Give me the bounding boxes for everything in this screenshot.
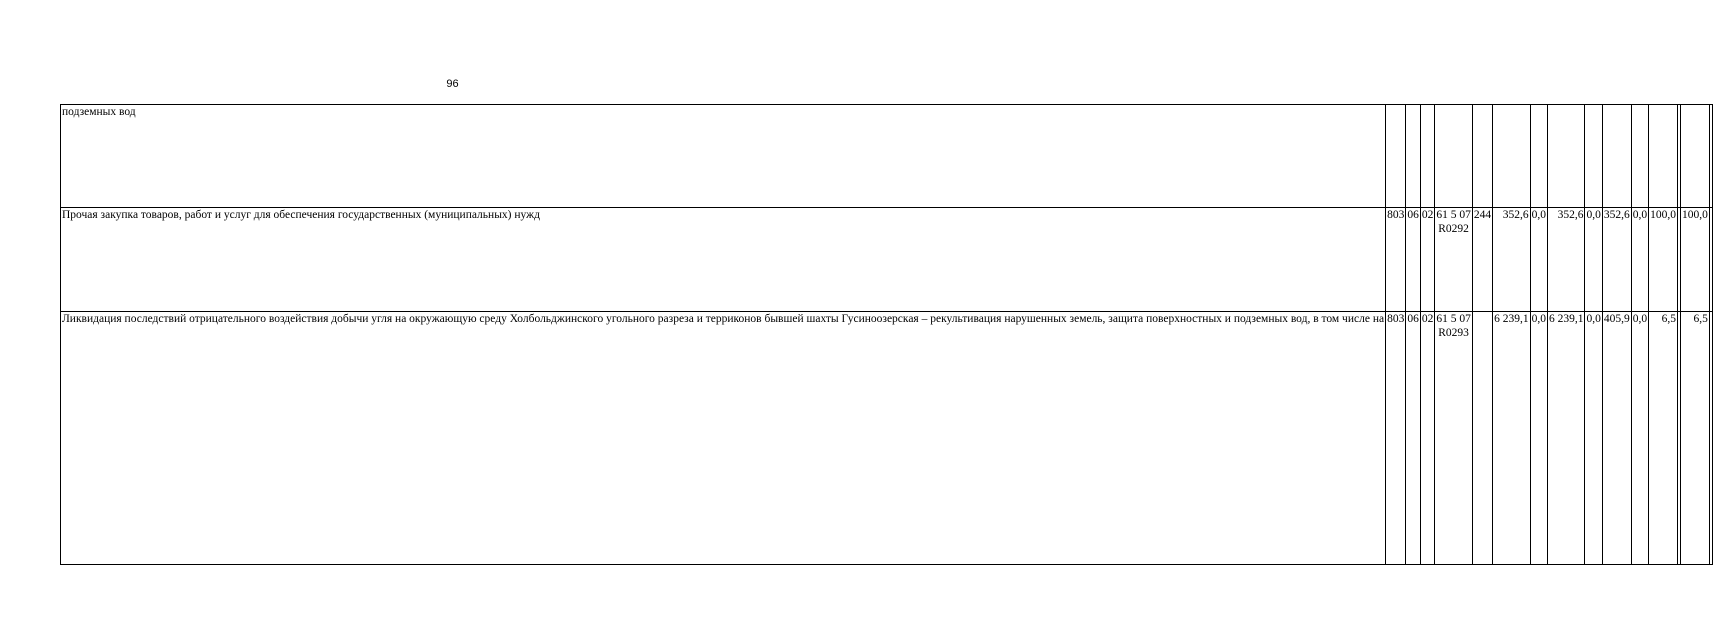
percent-3: 100,0	[1680, 208, 1709, 312]
section-code: 06	[1406, 208, 1421, 312]
page-number: 96	[446, 78, 459, 90]
value-5: 405,9	[1602, 312, 1631, 565]
subsection-code: 02	[1420, 312, 1435, 565]
percent-1: 6,5	[1649, 312, 1678, 565]
item-name: подземных вод	[61, 105, 1386, 208]
ministry-code: 803	[1386, 312, 1406, 565]
target-code	[1435, 105, 1473, 208]
item-name: Ликвидация последствий отрицательного воздействия добычи угля на окружающую среду Холбольджинского угольного разреза и терриконов бывшей шахты Гусиноозерская – рекультивация нарушенных земель, защита поверхностных и подземных вод, в том числе на	[61, 312, 1386, 565]
percent-4	[1709, 312, 1712, 565]
value-4: 0,0	[1585, 312, 1602, 565]
target-code-line1: 61 5 07	[1436, 313, 1471, 325]
value-6: 0,0	[1631, 312, 1648, 565]
subsection-code	[1420, 105, 1435, 208]
percent-4	[1709, 105, 1712, 208]
value-3	[1547, 105, 1585, 208]
value-1: 352,6	[1493, 208, 1531, 312]
percent-3: 6,5	[1680, 312, 1709, 565]
value-5: 352,6	[1602, 208, 1631, 312]
target-code	[1435, 312, 1473, 565]
expense-type-code: 244	[1472, 208, 1492, 312]
value-2: 0,0	[1530, 208, 1547, 312]
item-name: Прочая закупка товаров, работ и услуг для обеспечения государственных (муниципальных) нужд	[61, 208, 1386, 312]
percent-4	[1709, 208, 1712, 312]
value-6: 0,0	[1631, 208, 1648, 312]
table-row	[61, 312, 1713, 565]
expense-type-code	[1472, 105, 1492, 208]
value-2	[1530, 105, 1547, 208]
percent-3	[1680, 105, 1709, 208]
value-4	[1585, 105, 1602, 208]
target-code-line2: R0293	[1438, 326, 1469, 339]
value-3: 6 239,1	[1547, 312, 1585, 565]
ministry-code: 803	[1386, 208, 1406, 312]
target-code-line1: 61 5 07	[1436, 209, 1471, 221]
target-code-line2: R0292	[1438, 222, 1469, 235]
table-row	[61, 208, 1713, 312]
percent-1	[1649, 105, 1678, 208]
value-2: 0,0	[1530, 312, 1547, 565]
ministry-code	[1386, 105, 1406, 208]
subsection-code: 02	[1420, 208, 1435, 312]
budget-table	[60, 104, 1713, 565]
section-code: 06	[1406, 312, 1421, 565]
target-code	[1435, 208, 1473, 312]
percent-1: 100,0	[1649, 208, 1678, 312]
value-5	[1602, 105, 1631, 208]
section-code	[1406, 105, 1421, 208]
table-row	[61, 105, 1713, 208]
value-3: 352,6	[1547, 208, 1585, 312]
expense-type-code	[1472, 312, 1492, 565]
value-4: 0,0	[1585, 208, 1602, 312]
value-1: 6 239,1	[1493, 312, 1531, 565]
value-1	[1493, 105, 1531, 208]
value-6	[1631, 105, 1648, 208]
